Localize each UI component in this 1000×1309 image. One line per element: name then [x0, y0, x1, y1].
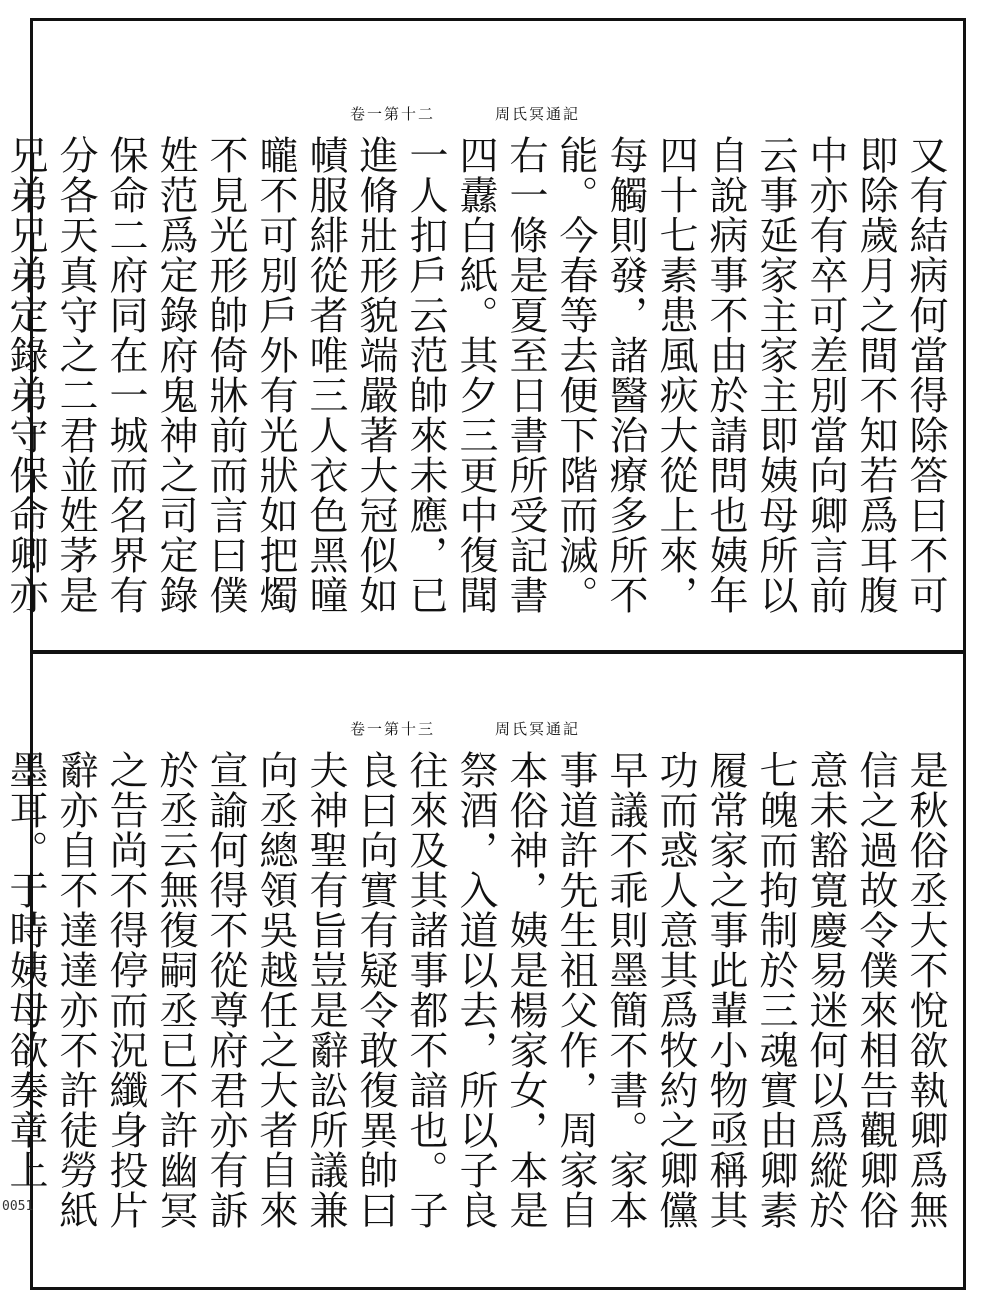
bottom-header	[50, 710, 950, 744]
top-header	[50, 95, 950, 129]
top-header-title: 周氏冥通記	[495, 105, 581, 123]
page-divider	[30, 650, 966, 654]
top-page	[3, 95, 950, 630]
margin-page-code: 0051	[2, 1199, 34, 1214]
bottom-header-title: 周氏冥通記	[495, 720, 581, 738]
bottom-text: 是秋俗丞大不悅欲執卿爲無信之過故令僕來相告觀卿俗意未豁寛慶易迷何以爲縱於七魄而拘制於三魂實由卿素履常家之事此輩小物亟稱其功而惑人意其爲牧約之卿儻早議不乖則墨簡不書。家本事道許先生祖父作，周家自本俗神，姨是楊家女，本是祭酒，入道以去，所以子良往來及其諸事都不諳也。子良曰向實有疑令敢復異帥曰夫神聖有旨豈是辭訟所議兼向丞總領吳越任之大者自來宣諭何得不從尊府君亦有訴於丞云無復嗣丞已不許幽冥之告尚不得停而況纖身投片辭亦自不達達亦不許徒勞紙墨耳。于時姨母欲奏章上	[3, 750, 948, 1230]
top-body-text	[3, 135, 950, 635]
bottom-header-juan: 卷一第十三	[350, 720, 436, 738]
top-text: 又有結病何當得除答曰不可即除歲月之間不知若爲耳腹中亦有卒可差別當向卿言前云事延家主家主即姨母所以自說病事不由於請問也姨年四十七素患風疢大從上來，每觸則發，諸醫治療多所不能。今春等去便下階而滅。右一條是夏至日書所受記書四纛白紙。其夕三更中復聞一人扣戶云范帥來未應，已進脩壯形貌端嚴著大冠似如幘服緋從者唯三人衣色黑曈曨不可別戶外有光狀如把燭不見光形帥倚牀前而言曰僕姓范爲定錄府鬼神之司定錄保命二府同在一城而名界有分各天真守之二君並姓茅是兄弟兄弟定錄弟守保命卿亦	[3, 135, 948, 615]
top-header-juan: 卷一第十二	[350, 105, 436, 123]
